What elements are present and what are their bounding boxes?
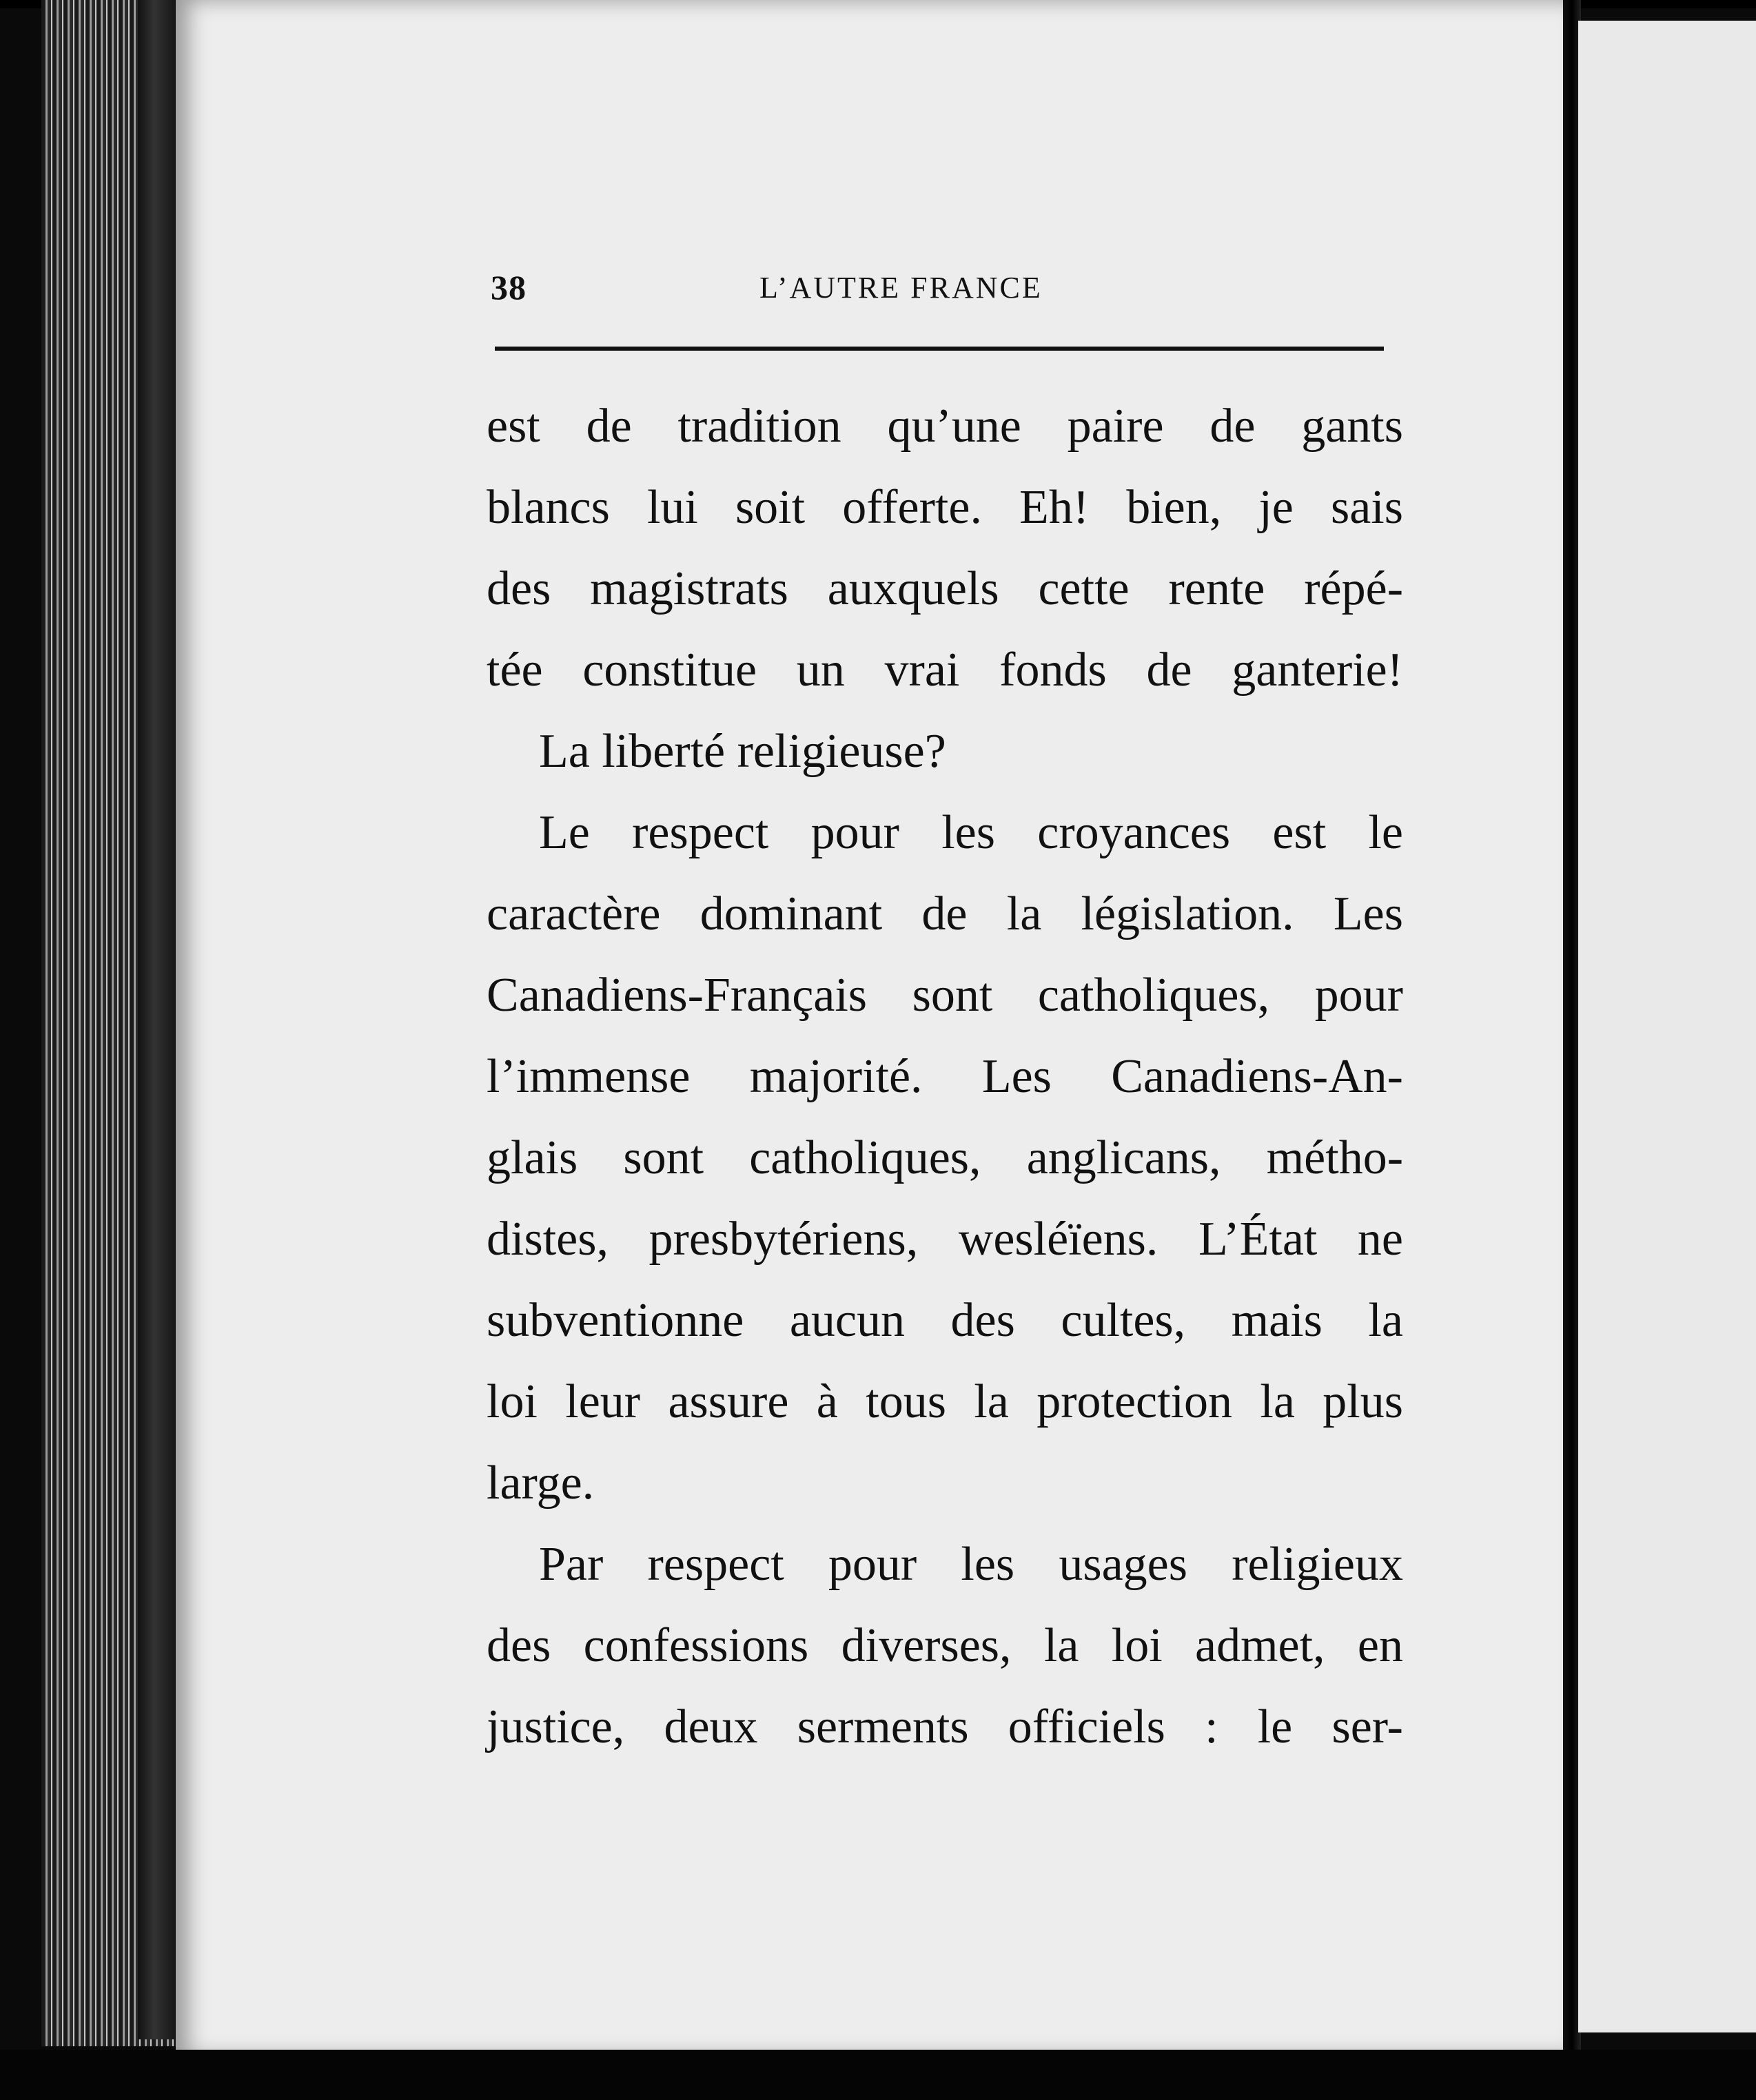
body-text xyxy=(487,386,1403,1768)
page-number: 38 xyxy=(491,268,527,307)
scan-bottom-border xyxy=(0,2050,1756,2100)
text-line: caractère dominant de la législation. Les xyxy=(487,887,1403,940)
header-rule xyxy=(495,347,1384,351)
text-line: glais sont catholiques, anglicans, métho- xyxy=(487,1131,1403,1184)
running-head xyxy=(491,260,1387,322)
text-line: est de tradition qu’une paire de gants xyxy=(487,400,1403,453)
text-line: distes, presbytériens, wesléïens. L’État ne xyxy=(487,1213,1403,1266)
text-line: Canadiens-Français sont catholiques, pour xyxy=(487,969,1403,1022)
text-line: tée constitue un vrai fonds de ganterie! xyxy=(487,644,1403,697)
adjacent-page-edge xyxy=(1578,21,1756,2032)
text-line: blancs lui soit offerte. Eh! bien, je sais xyxy=(487,481,1403,534)
text-line: l’immense majorité. Les Canadiens-An- xyxy=(487,1050,1403,1103)
text-line: des confessions diverses, la loi admet, en xyxy=(487,1619,1403,1672)
text-line: Le respect pour les croyances est le xyxy=(539,806,1403,859)
text-line: large. xyxy=(487,1456,595,1510)
running-title: L’AUTRE FRANCE xyxy=(759,271,1043,305)
text-line: des magistrats auxquels cette rente répé- xyxy=(487,562,1403,615)
text-line: justice, deux serments officiels : le ser- xyxy=(487,1700,1403,1753)
binding-shadow xyxy=(138,0,179,2039)
text-line: La liberté religieuse? xyxy=(539,725,946,778)
text-line: Par respect pour les usages religieux xyxy=(539,1538,1403,1591)
text-line: subventionne aucun des cultes, mais la xyxy=(487,1294,1403,1347)
text-line: loi leur assure à tous la protection la plus xyxy=(487,1375,1403,1428)
